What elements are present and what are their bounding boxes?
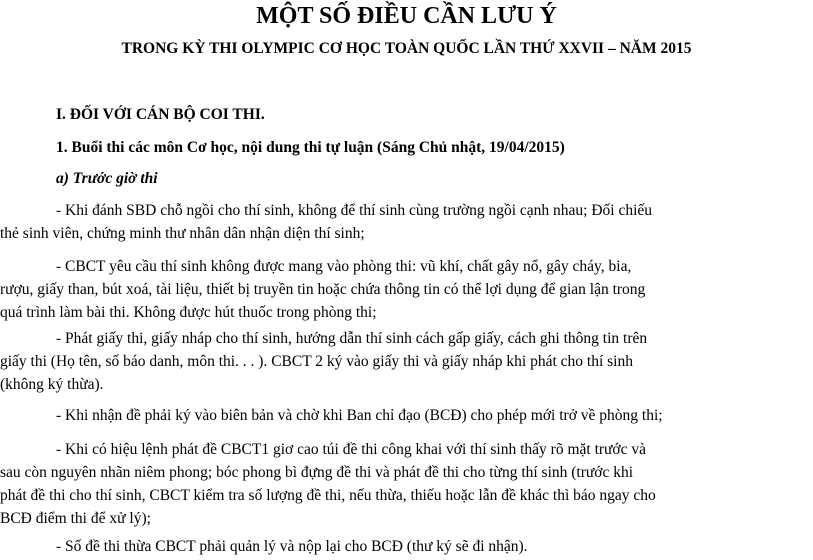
- part-heading: a) Trước giờ thi: [56, 170, 158, 187]
- paragraph-line: sau còn nguyên nhãn niêm phong; bóc phong bì đựng đề thi và phát đề thi cho từng thí sinh (trước khi: [0, 464, 634, 481]
- paragraph-line: - Số đề thi thừa CBCT phải quản lý và nộp lại cho BCĐ (thư ký sẽ đi nhận).: [56, 538, 528, 555]
- paragraph-identity-check: [0, 199, 813, 245]
- paragraph-line: - Khi có hiệu lệnh phát đề CBCT1 giơ cao túi đề thi công khai với thí sinh thấy rõ mặt trước và: [56, 441, 647, 458]
- paragraph-excess-exams: [0, 535, 813, 558]
- paragraph-line: BCĐ điểm thi để xử lý);: [0, 510, 151, 527]
- paragraph-line: - CBCT yêu cầu thí sinh không được mang vào phòng thi: vũ khí, chất gây nổ, gây cháy, bia,: [56, 258, 632, 275]
- paragraph-line: quá trình làm bài thi. Không được hút thuốc trong phòng thi;: [0, 304, 377, 321]
- paragraph-line: - Phát giấy thi, giấy nháp cho thí sinh, hướng dẫn thí sinh cách gấp giấy, cách ghi thông tin trên: [56, 330, 648, 347]
- paragraph-line: - Khi đánh SBD chỗ ngồi cho thí sinh, không để thí sinh cùng trường ngồi cạnh nhau; Đối chiếu: [56, 202, 653, 219]
- paragraph-line: giấy thi (Họ tên, số báo danh, môn thi. . . ). CBCT 2 ký vào giấy thi và giấy nháp khi phát cho thí sinh: [0, 353, 633, 370]
- paragraph-line: rượu, giấy than, bút xoá, tài liệu, thiết bị truyền tin hoặc chứa thông tin có thể lợi dụng để gian lận trong: [0, 281, 646, 298]
- section-heading: I. ĐỐI VỚI CÁN BỘ COI THI.: [56, 106, 265, 123]
- paragraph-receive-exam: [0, 404, 813, 427]
- paragraph-line: (không ký thừa).: [0, 376, 104, 393]
- document-title: MỘT SỐ ĐIỀU CẦN LƯU Ý: [256, 3, 557, 29]
- document-subtitle: TRONG KỲ THI OLYMPIC CƠ HỌC TOÀN QUỐC LẦN THỨ XXVII – NĂM 2015: [121, 40, 692, 57]
- paragraph-line: - Khi nhận đề phải ký vào biên bản và chờ khi Ban chỉ đạo (BCĐ) cho phép mới trở về phòng thi;: [56, 407, 663, 424]
- paragraph-line: phát đề thi cho thí sinh, CBCT kiểm tra số lượng đề thi, nếu thừa, thiếu hoặc lẫn đề khác thì báo ngay cho: [0, 487, 656, 504]
- paragraph-line: thẻ sinh viên, chứng minh thư nhân dân nhận diện thí sinh;: [0, 225, 365, 242]
- subsection-heading: 1. Buổi thi các môn Cơ học, nội dung thi tự luận (Sáng Chủ nhật, 19/04/2015): [56, 139, 565, 156]
- paragraph-prohibited-items: [0, 255, 813, 324]
- paragraph-distribute-paper: [0, 327, 813, 396]
- paragraph-distribute-exam: [0, 438, 813, 530]
